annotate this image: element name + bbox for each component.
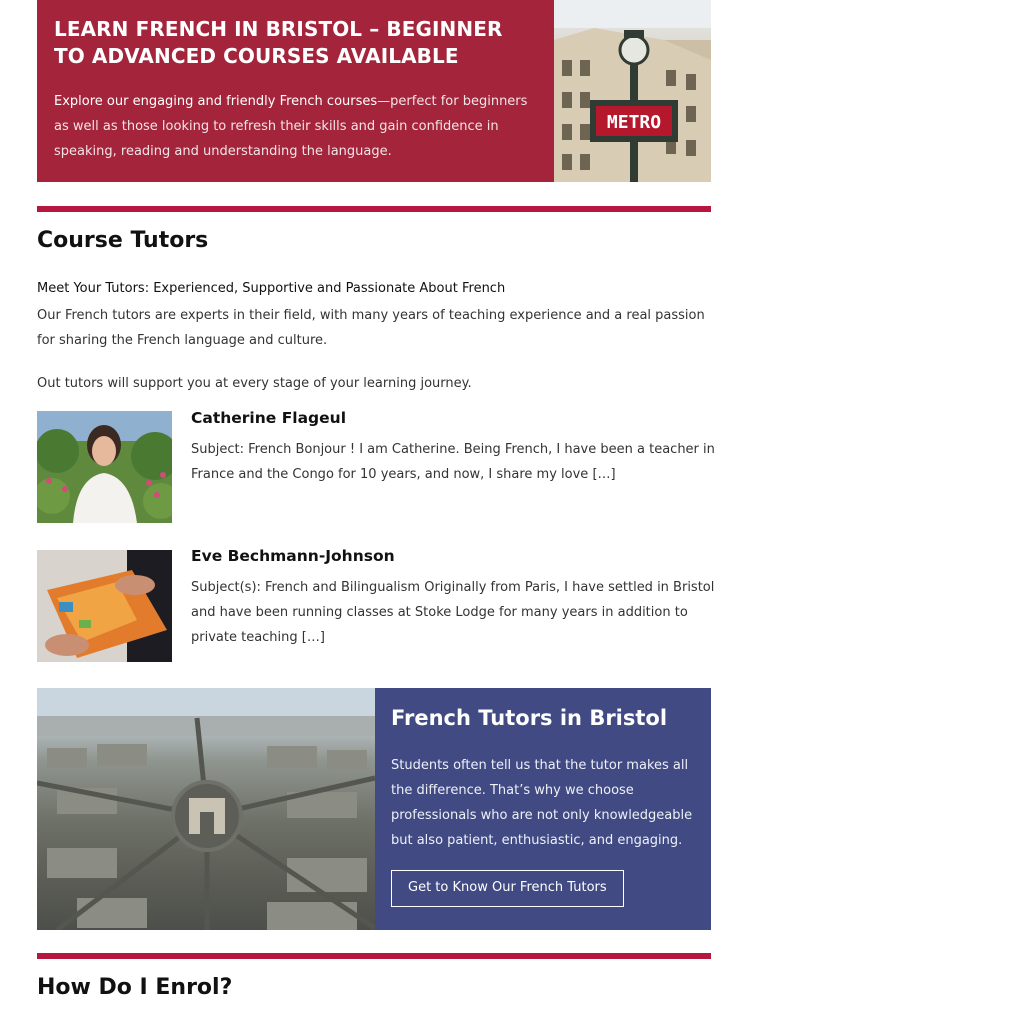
hero-description: [54, 89, 538, 164]
section-divider: [37, 206, 711, 212]
section-heading-how-enrol: How Do I Enrol?: [37, 975, 233, 1000]
promo-text-panel: [375, 688, 711, 930]
tutor-name-eve[interactable]: Eve Bechmann-Johnson: [191, 547, 395, 565]
get-to-know-tutors-button[interactable]: Get to Know Our French Tutors: [391, 870, 624, 907]
tutor-name-catherine[interactable]: Catherine Flageul: [191, 409, 347, 427]
tutors-promo-panel: [37, 688, 711, 930]
section-divider-2: [37, 953, 711, 959]
tutors-intro: Our French tutors are experts in their field, with many years of teaching experience and a real passion for sharing the French language and culture.: [37, 308, 705, 348]
metro-sign-text: METRO: [606, 112, 662, 133]
tutor-photo-catherine[interactable]: [37, 411, 172, 523]
tutor-bio-catherine: Subject: French Bonjour ! I am Catherine. Being French, I have been a teacher in France and the Congo for 10 years, and now, I share my love […]: [191, 442, 715, 482]
hero-text-panel: [37, 0, 554, 182]
promo-title: French Tutors in Bristol: [391, 706, 668, 730]
tutors-subheading: Meet Your Tutors: Experienced, Supportive and Passionate About French: [37, 281, 506, 296]
promo-description: Students often tell us that the tutor makes all the difference. That’s why we choose professionals who are not only knowledgeable but also patient, enthusiastic, and engaging.: [391, 758, 693, 848]
tutors-support-text: Out tutors will support you at every stage of your learning journey.: [37, 376, 472, 391]
section-heading-course-tutors: Course Tutors: [37, 228, 209, 253]
hero-description-rest: —perfect for beginners as well as those looking to refresh their skills and gain confidence in speaking, reading and understanding the language.: [54, 94, 528, 159]
metro-sign-image: [554, 0, 711, 182]
hero-description-strong: Explore our engaging and friendly French courses: [54, 94, 378, 109]
hero-title: LEARN FRENCH IN BRISTOL – BEGINNER TO ADVANCED COURSES AVAILABLE: [54, 17, 503, 68]
hero-banner: [37, 0, 711, 182]
paris-aerial-image: [37, 688, 375, 930]
tutor-bio-eve: Subject(s): French and Bilingualism Originally from Paris, I have settled in Bristol and have been running classes at Stoke Lodge for many years in addition to private teaching […]: [191, 580, 715, 645]
tutor-photo-eve[interactable]: [37, 550, 172, 662]
